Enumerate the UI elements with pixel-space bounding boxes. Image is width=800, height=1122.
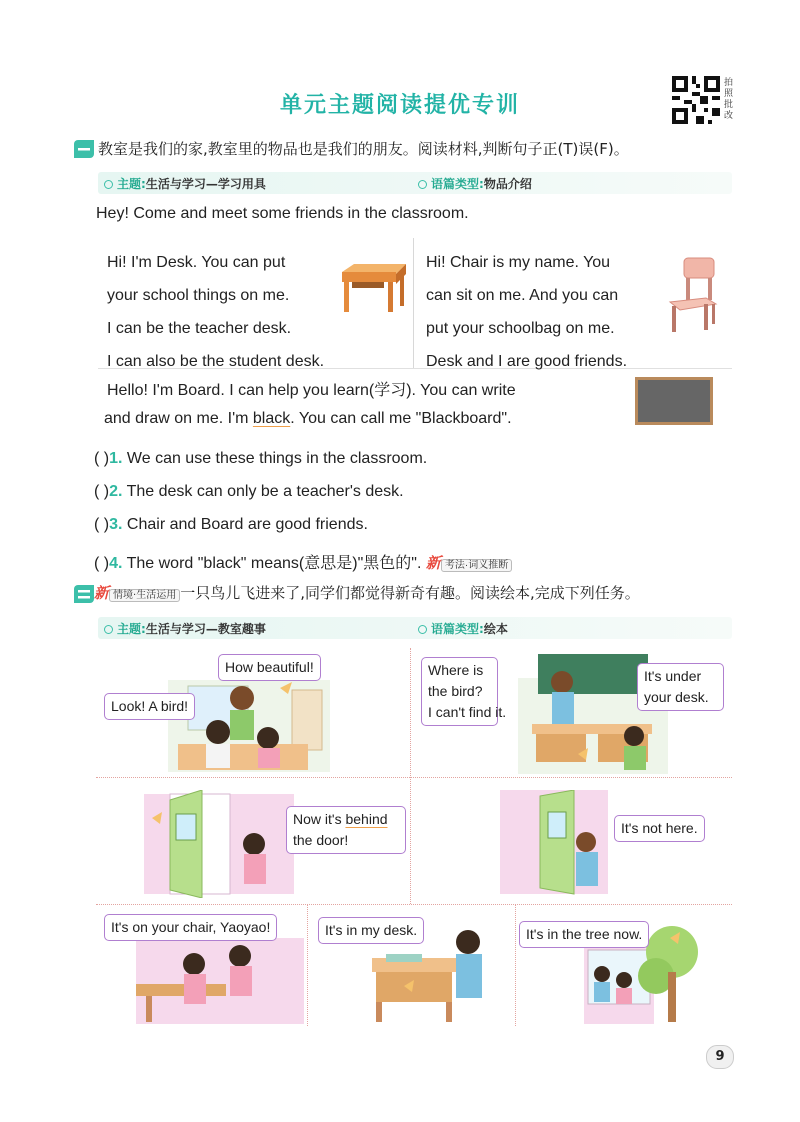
answer-blank[interactable]: ( ) (94, 555, 110, 572)
speech-bubble-look: Look! A bird! (104, 693, 195, 720)
panel-divider (515, 904, 516, 1026)
panel-divider (410, 648, 411, 904)
reading-intro: Hey! Come and meet some friends in the classroom. (96, 205, 469, 222)
section2-theme: 主题:生活与学习—教室趣事 (104, 620, 266, 637)
section-number-badge (74, 140, 94, 158)
play-icon (104, 625, 113, 634)
column-divider (413, 238, 414, 368)
chair-text: Hi! Chair is my name. You can sit on me. And you can put your schoolbag on me. Desk and I are good friends. (426, 254, 628, 370)
page-title: 单元主题阅读提优专训 (279, 93, 520, 118)
section1-instruction: 教室是我们的家,教室里的物品也是我们的朋友。阅读材料,判断句子正(T)误(F)。 (98, 140, 629, 158)
question-2: ( )2. The desk can only be a teacher's desk. (94, 483, 404, 500)
answer-blank[interactable]: ( ) (94, 516, 110, 533)
question-4: ( )4. The word "black" means(意思是)"黑色的". 新 考法·词义推断 (94, 550, 512, 573)
dash-icon (74, 140, 94, 158)
section2-instruction: 一只鸟儿飞进来了,同学们都觉得新奇有趣。阅读绘本,完成下列任务。 (180, 584, 640, 602)
play-icon (418, 180, 427, 189)
context-tag: 情境·生活运用 (109, 589, 180, 602)
panel-divider (96, 777, 732, 778)
new-mark: 新 (94, 584, 110, 602)
board-text-line2: and draw on me. I'm black. You can call me "Blackboard". (104, 410, 512, 427)
panel4-door-scene (500, 790, 610, 898)
board-text-line1: Hello! I'm Board. I can help you learn(学习). You can write (107, 382, 516, 399)
section2-genre: 语篇类型:绘本 (418, 620, 508, 637)
panel-divider (96, 904, 732, 905)
double-dash-icon (74, 585, 94, 603)
question-3: ( )3. Chair and Board are good friends. (94, 516, 368, 533)
section-number-badge-2 (74, 585, 94, 603)
new-mark: 新 (425, 555, 441, 572)
question-1: ( )1. We can use these things in the classroom. (94, 450, 428, 467)
play-icon (418, 625, 427, 634)
section1-genre: 语篇类型:物品介绍 (418, 175, 532, 192)
play-icon (104, 180, 113, 189)
section2-header (94, 582, 640, 603)
answer-blank[interactable]: ( ) (94, 483, 110, 500)
underlined-word: black (252, 410, 291, 427)
speech-bubble-tree: It's in the tree now. (519, 921, 649, 948)
speech-bubble-not-here: It's not here. (614, 815, 705, 842)
desk-illustration (336, 262, 408, 314)
qr-code[interactable] (672, 76, 720, 124)
section1-theme: 主题:生活与学习—学习用具 (104, 175, 266, 192)
chair-illustration (664, 256, 720, 336)
desk-text: Hi! I'm Desk. You can put your school things on me. I can be the teacher desk. I can also be the student desk. (107, 254, 325, 370)
answer-blank[interactable]: ( ) (94, 450, 110, 467)
speech-bubble-chair: It's on your chair, Yaoyao! (104, 914, 277, 941)
panel3-door-scene (140, 790, 300, 898)
blackboard-illustration (634, 376, 714, 426)
speech-bubble-beautiful: How beautiful! (218, 654, 321, 681)
question-type-tag: 考法·词义推断 (441, 559, 512, 572)
panel-divider (307, 904, 308, 1026)
speech-bubble-my-desk: It's in my desk. (318, 917, 424, 944)
page-number: 9 (706, 1045, 734, 1069)
speech-bubble-behind: Now it's behind the door! (286, 806, 406, 854)
speech-bubble-where: Where is the bird? I can't find it. (421, 657, 498, 726)
qr-caption: 拍照批改 (724, 78, 734, 121)
speech-bubble-under: It's under your desk. (637, 663, 724, 711)
